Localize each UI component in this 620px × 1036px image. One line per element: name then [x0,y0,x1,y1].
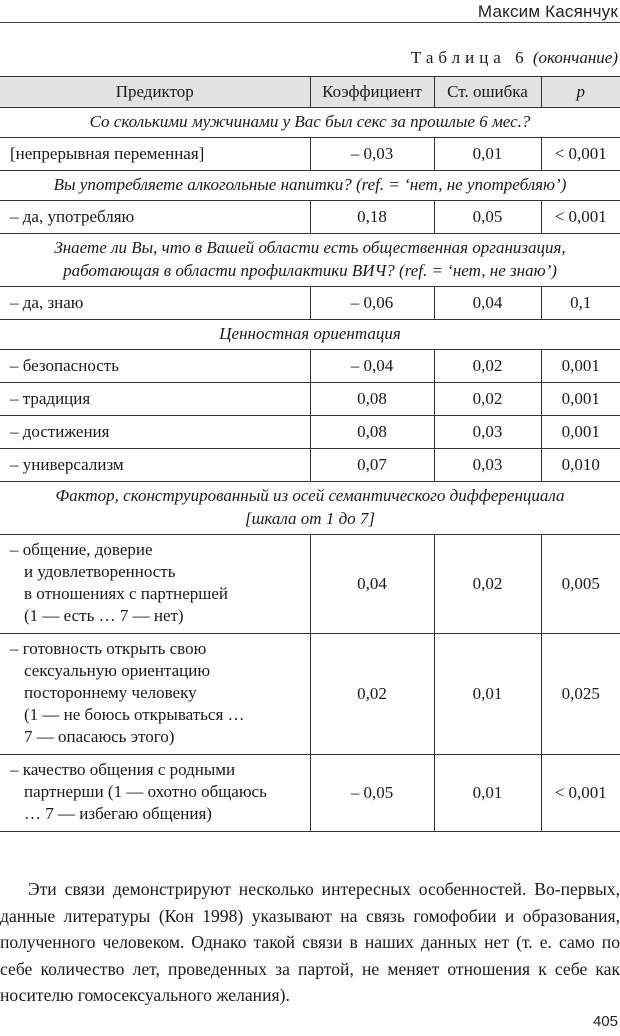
table-row [0,634,620,755]
section-row [0,171,620,201]
coefficient-value: – 0,04 [310,350,434,383]
coefficient-value: – 0,06 [310,287,434,320]
section-row [0,234,620,287]
section-title [0,234,620,287]
column-header-p: p [541,77,620,108]
column-header-std-error: Ст. ошибка [434,77,541,108]
table-caption [411,48,618,68]
predictor-label: – безопасность [0,350,310,383]
table-row [0,449,620,482]
coefficient-value: 0,08 [310,416,434,449]
coefficient-value: 0,02 [310,634,434,755]
predictor-label-line: (1 — есть … 7 — нет) [24,606,184,625]
predictor-label-line: – готовность открыть свою [10,639,207,658]
table-row [0,535,620,634]
p-value: < 0,001 [541,201,620,234]
std-error-value: 0,02 [434,535,541,634]
predictor-label-line: … 7 — избегаю общения) [24,804,212,823]
table-row [0,350,620,383]
table-row [0,755,620,832]
predictor-label [0,634,310,755]
table-header-row [0,77,620,108]
coefficient-value: 0,08 [310,383,434,416]
table-row [0,383,620,416]
p-value: < 0,001 [541,755,620,832]
predictor-label-line: постороннему человеку [24,683,197,702]
header-rule [0,22,620,23]
p-value: 0,005 [541,535,620,634]
section-row [0,320,620,350]
column-header-coefficient: Коэффициент [310,77,434,108]
regression-table [0,76,620,832]
coefficient-value: 0,18 [310,201,434,234]
section-title: Со сколькими мужчинами у Вас был секс за прошлые 6 мес.? [0,108,620,138]
section-title-line: Фактор, сконструированный из осей семантического дифференциала [55,486,565,505]
table-row [0,287,620,320]
table-row [0,416,620,449]
predictor-label: – универсализм [0,449,310,482]
coefficient-value: 0,07 [310,449,434,482]
std-error-value: 0,01 [434,634,541,755]
predictor-label: – да, употребляю [0,201,310,234]
p-value: 0,1 [541,287,620,320]
std-error-value: 0,04 [434,287,541,320]
std-error-value: 0,01 [434,755,541,832]
section-title-line: Знаете ли Вы, что в Вашей области есть общественная организация, [54,238,566,257]
p-value: 0,001 [541,383,620,416]
section-row [0,482,620,535]
table-caption-note: (окончание) [532,48,618,67]
coefficient-value: 0,04 [310,535,434,634]
predictor-label-line: сексуальную ориентацию [24,661,211,680]
std-error-value: 0,02 [434,383,541,416]
section-title [0,482,620,535]
coefficient-value: – 0,05 [310,755,434,832]
predictor-label-line: 7 — опасаюсь этого) [24,727,175,746]
column-header-predictor: Предиктор [0,77,310,108]
running-head-author: Максим Касянчук [477,2,618,21]
predictor-label: – достижения [0,416,310,449]
body-text [0,876,620,1009]
table-row [0,201,620,234]
p-value: < 0,001 [541,138,620,171]
p-value: 0,001 [541,350,620,383]
body-paragraph: Эти связи демонстрируют несколько интересных особенностей. Во-первых, данные литературы (Кон 1998) указывают на связь гомофобии и образования, полученного человеком. Однако такой связи в наших данных нет (т. е. само по себе количество лет, проведенных за партой, не меняет отношения к себе как носителю гомосексуального желания). [0,879,620,1005]
predictor-label-line: и удовлетворенность [24,562,176,581]
std-error-value: 0,02 [434,350,541,383]
coefficient-value: – 0,03 [310,138,434,171]
section-row [0,108,620,138]
predictor-label: [непрерывная переменная] [0,138,310,171]
section-title-line: [шкала от 1 до 7] [244,509,376,528]
predictor-label-line: – качество общения с родными [10,760,236,779]
std-error-value: 0,03 [434,449,541,482]
predictor-label-line: партнерши (1 — охотно общаюсь [24,782,267,801]
std-error-value: 0,01 [434,138,541,171]
section-title: Ценностная ориентация [0,320,620,350]
table-row [0,138,620,171]
std-error-value: 0,03 [434,416,541,449]
predictor-label-line: в отношениях с партнершей [24,584,228,603]
predictor-label: – традиция [0,383,310,416]
predictor-label [0,755,310,832]
std-error-value: 0,05 [434,201,541,234]
predictor-label: – да, знаю [0,287,310,320]
section-title: Вы употребляете алкогольные напитки? (ref. = ‘нет, не употребляю’) [0,171,620,201]
table-caption-label: Таблица 6 [410,48,529,67]
predictor-label [0,535,310,634]
section-title-line: работающая в области профилактики ВИЧ? (ref. = ‘нет, не знаю’) [63,261,557,280]
p-value: 0,001 [541,416,620,449]
p-value: 0,025 [541,634,620,755]
predictor-label-line: – общение, доверие [10,540,153,559]
page-number: 405 [592,1013,618,1030]
predictor-label-line: (1 — не боюсь открываться … [24,705,245,724]
p-value: 0,010 [541,449,620,482]
